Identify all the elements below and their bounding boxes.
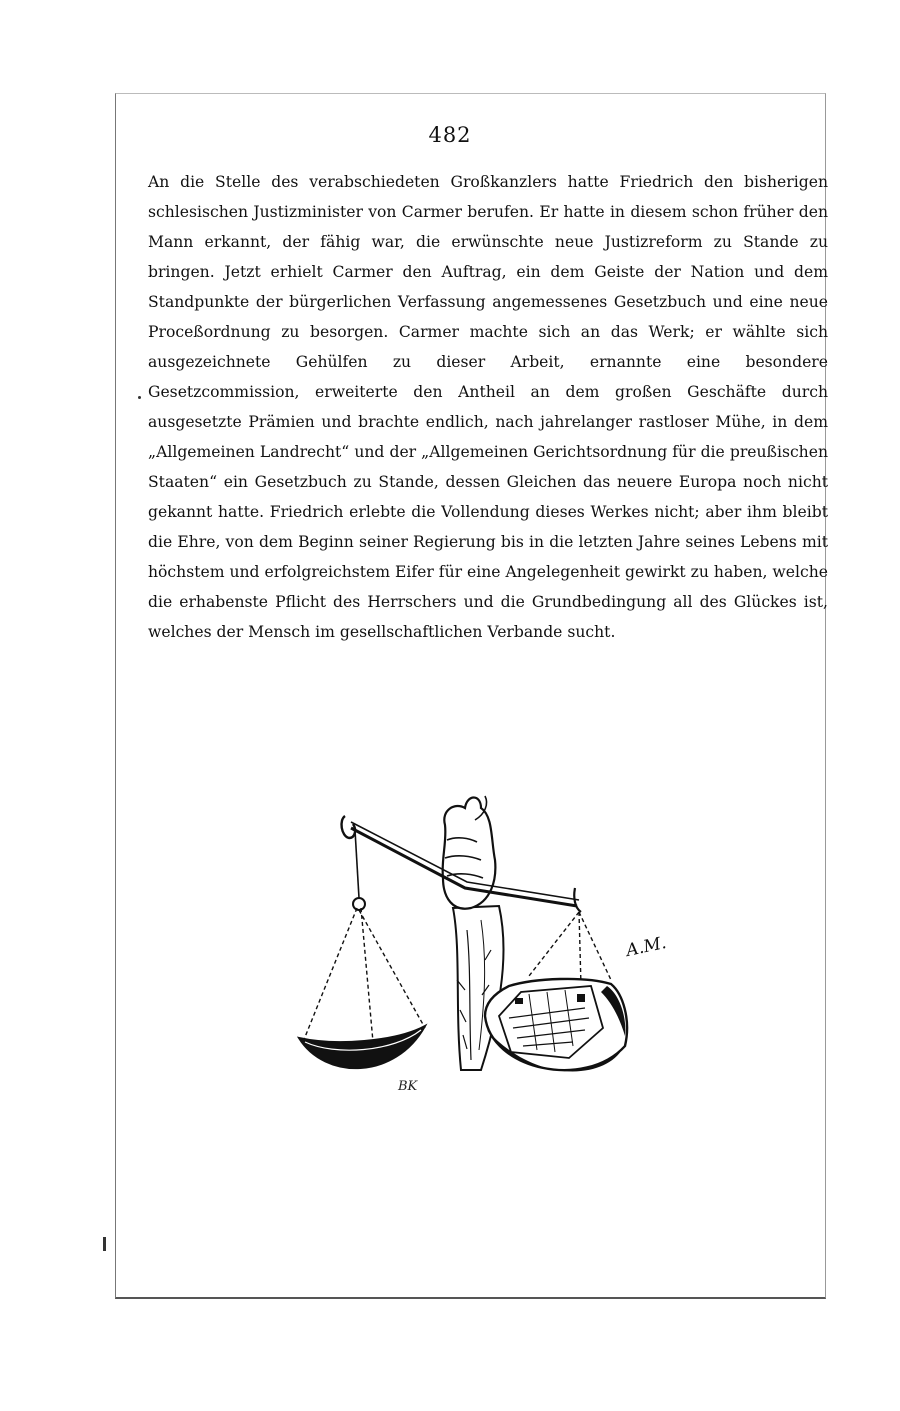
left-hook — [342, 816, 356, 838]
body-paragraph: An die Stelle des verabschiedeten Großkanzlers hatte Friedrich den bisherigen schlesischen Justizminister von Carmer berufen. Er hatte in diesem schon früher den Mann erkannt, der fähig war, die erwünschte neue Justizreform zu Stande zu bringen. Jetzt erhielt Carmer den Auftrag, ein dem Geiste der Nation und dem Standpunkte der bürgerlichen Verfassung angemessenes Gesetzbuch und eine neue Proceßordnung zu besorgen. Carmer machte sich an das Werk; er wählte sich ausgezeichnete Gehülfen zu dieser Arbeit, ernannte eine besondere Gesetzcommission, erweiterte den Antheil an dem großen Geschäfte durch ausgesetzte Prämien und brachte endlich, nach jahrelanger rastloser Mühe, in dem „Allgemeinen Landrecht“ und der „Allgemeinen Gerichtsordnung für die preußischen Staaten“ ein Gesetzbuch zu Stande, dessen Gleichen das neuere Europa noch nicht gekannt hatte. Friedrich erlebte die Vollendung dieses Werkes nicht; aber ihm bleibt die Ehre, von dem Beginn seiner Regierung bis in die letzten Jahre seines Lebens mit höchstem und erfolgreichstem Eifer für eine Angelegenheit gewirkt zu haben, welche die erhabenste Pflicht des Herrschers und die Grundbedingung all des Glückes ist, welches der Mensch im gesellschaftlichen Verbande sucht. — [148, 173, 828, 641]
page-number: 482 — [428, 123, 472, 147]
forearm — [453, 906, 504, 1070]
margin-mark — [138, 396, 141, 399]
margin-mark — [103, 1237, 106, 1251]
artist-signature: A.M. — [624, 933, 669, 961]
engraver-signature: BK — [398, 1079, 418, 1094]
